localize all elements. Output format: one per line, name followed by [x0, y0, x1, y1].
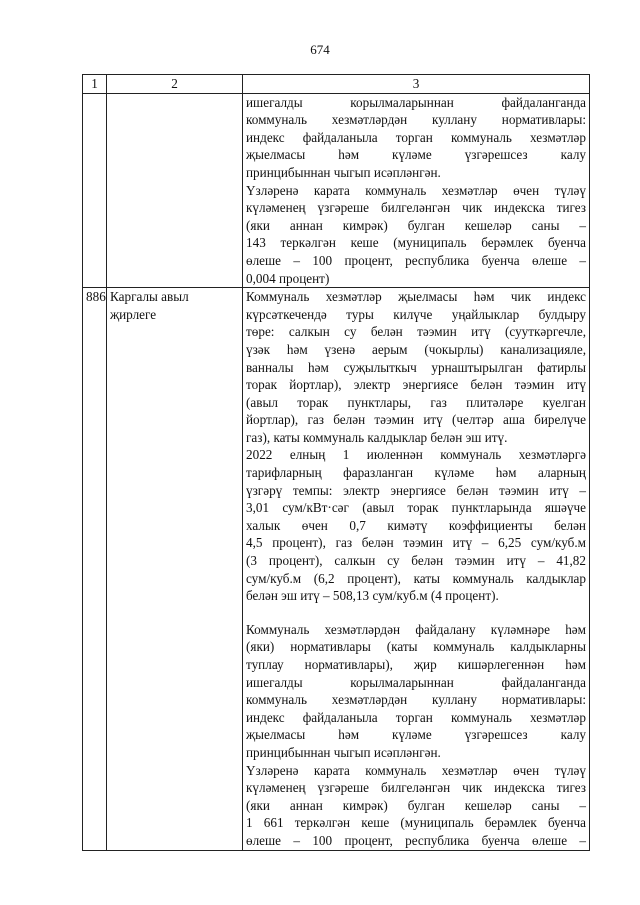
paragraph-gap [246, 605, 586, 621]
text-line: халык өчен 0,7 кимәтү коэффициенты белән [246, 517, 586, 533]
text-line: Үзләренә карата коммуналь хезмәтләр өчен түләү [246, 182, 586, 198]
table-header-row [83, 75, 590, 94]
text-line: коммуналь хезмәтләрдән куллану нормативлары: [246, 112, 586, 128]
text-line: тарифларның фаразланган күләме һәм аларның [246, 465, 586, 481]
text-line: өлеше – 100 процент, республика буенча өлеше – [246, 252, 586, 268]
text-line: принцибыннан чыгып исәпләнгән. [246, 744, 441, 760]
text-line: принцибыннан чыгып исәпләнгән. [246, 164, 441, 180]
text-line: ишегалды корылмаларыннан файдаланганда [246, 94, 586, 110]
header-col-2: 2 [107, 75, 243, 94]
table-row [83, 93, 590, 288]
text-line: 3,01 сум/кВт·сәг (авыл торак пунктларында яшәүче [246, 500, 586, 516]
header-col-3: 3 [243, 75, 590, 94]
table-row [83, 288, 590, 850]
text-line: үзгәрү темпы: электр энергиясе белән тәэмин итү – [246, 482, 586, 498]
settlement-name-cell [107, 288, 243, 850]
text-line: Коммуналь хезмәтләрдән файдалану күләмнәре һәм [246, 621, 586, 637]
text-line: белән эш итү – 508,13 сум/куб.м (4 процент). [246, 588, 499, 604]
text-line: җыелмасы һәм күләме үзгәрешсез калу [246, 727, 586, 743]
page-number: 674 [310, 42, 330, 57]
text-line: сум/куб.м (6,2 процент), каты коммуналь калдыклар [246, 570, 586, 586]
description-cell [243, 93, 590, 288]
text-line: 4,5 процент), газ белән тәэмин итү – 6,25 сум/куб.м [246, 535, 586, 551]
settlement-name-line: Каргалы авыл [110, 289, 189, 305]
text-line: (3 процент), салкын су белән тәэмин итү – 41,82 [246, 553, 586, 569]
text-line: ванналы һәм суҗылыткыч урнаштырылган фатирлы [246, 359, 586, 375]
text-line: газ), каты коммуналь калдыклар белән эш итү. [246, 429, 508, 445]
text-line: төре: салкын су белән тәэмин итү (сууткәргечле, [246, 324, 586, 340]
document-table [82, 74, 590, 851]
text-line: 2022 елның 1 июленнән коммуналь хезмәтләргә [246, 447, 586, 463]
settlement-name-cell [107, 93, 243, 288]
text-line: Коммуналь хезмәтләр җыелмасы һәм чик индекс [246, 289, 586, 305]
text-line: (авыл торак пунктлары, газ плитәләре куелган [246, 394, 586, 410]
text-line: күрсәткечендә туры килүче уңайлыклар булдыру [246, 306, 586, 322]
text-line: Үзләренә карата коммуналь хезмәтләр өчен түләү [246, 762, 586, 778]
text-line: үзәк һәм үзенә аерым (чокырлы) канализацияле, [246, 341, 586, 357]
text-line: индекс файдаланыла торган коммуналь хезмәтләр [246, 129, 586, 145]
text-line: индекс файдаланыла торган коммуналь хезмәтләр [246, 709, 586, 725]
text-line: 143 теркәлгән кеше (муниципаль берәмлек буенча [246, 235, 586, 251]
text-line: торак йортлар), электр энергиясе белән тәэмин итү [246, 377, 586, 393]
text-line: күләменең үзгәреше билгеләнгән чик индекска тигез [246, 780, 586, 796]
settlement-name-line: җирлеге [110, 306, 157, 322]
text-line: йортлар), газ белән тәэмин итү (челтәр аша бирелүче [246, 412, 586, 428]
text-line: ишегалды корылмаларыннан файдаланганда [246, 674, 586, 690]
text-line: туплау нормативлары), җир кишәрлегеннән һәм [246, 657, 586, 672]
text-line: 0,004 процент) [246, 270, 330, 286]
description-cell [243, 288, 590, 850]
text-line: 1 661 теркәлгән кеше (муниципаль берәмлек буенча [246, 815, 586, 831]
text-line: күләменең үзгәреше билгеләнгән чик индекска тигез [246, 200, 586, 216]
row-number-cell [83, 93, 107, 288]
text-line: (яки аннан кимрәк) булган кешеләр саны – [246, 797, 586, 813]
text-line: (яки) нормативлары (каты коммуналь калдыкларны [246, 639, 586, 655]
text-line: коммуналь хезмәтләрдән куллану нормативлары: [246, 692, 586, 708]
text-line: җыелмасы һәм күләме үзгәрешсез калу [246, 147, 586, 163]
text-line: өлеше – 100 процент, республика буенча өлеше – [246, 832, 586, 848]
text-line: (яки аннан кимрәк) булган кешеләр саны – [246, 217, 586, 233]
header-col-1: 1 [83, 75, 107, 94]
row-number-cell: 886 [83, 288, 107, 850]
